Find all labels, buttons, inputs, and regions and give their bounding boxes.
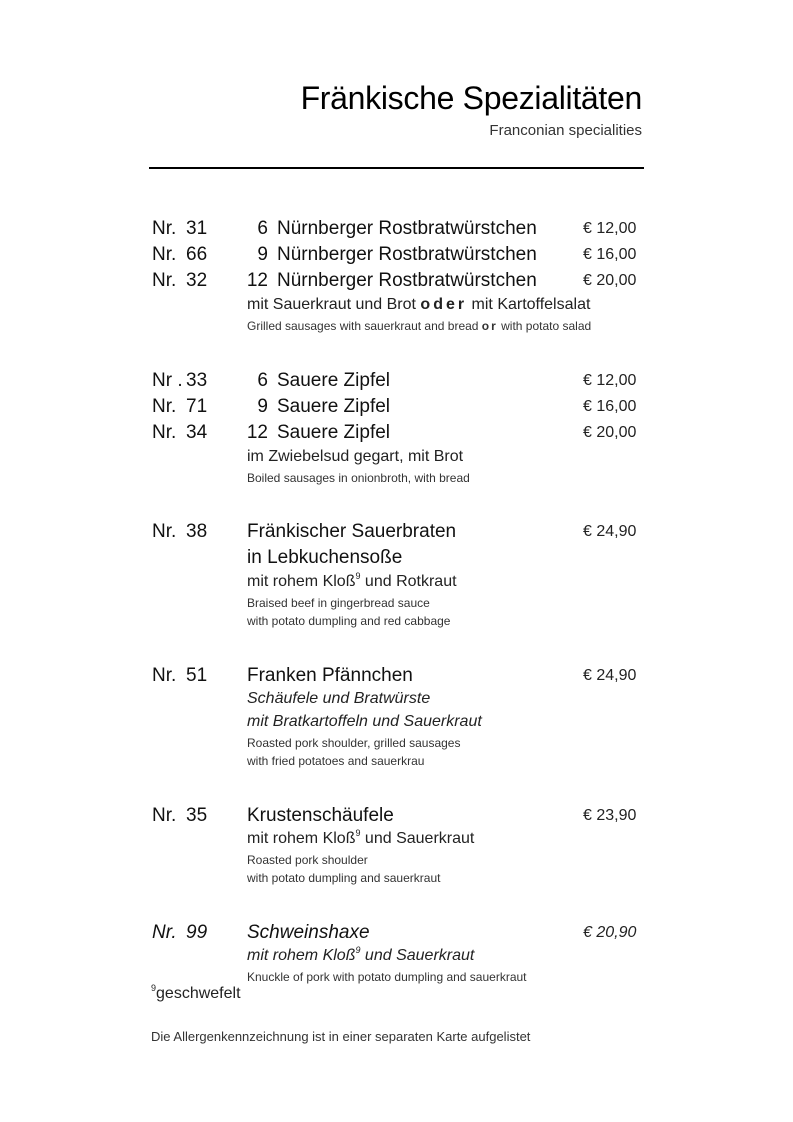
item-price: € 16,00 [583,246,637,263]
item-price: € 20,00 [583,272,637,289]
item-name: Sauere Zipfel [277,396,391,417]
item-number: Nr. 38 [152,521,208,542]
item-name: Fränkischer Sauerbraten [247,521,457,542]
item-quantity: 6 [257,218,268,239]
item-number: Nr. 31 [152,218,208,239]
item-price: € 20,00 [583,424,637,441]
item-price: € 12,00 [583,220,637,237]
footnote: $^9$geschwefelt [151,983,241,1002]
item-number: Nr. 32 [152,270,208,291]
item-quantity: 9 [257,396,268,417]
item-price: € 24,90 [583,523,637,540]
item-name: Nürnberger Rostbratwürstchen [277,244,537,265]
title-divider [149,167,644,169]
item-number: Nr. 35 [152,805,208,826]
item-quantity: 6 [257,370,268,391]
item-quantity: 9 [257,244,268,265]
item-price: € 12,00 [583,372,637,389]
item-number: Nr . 33 [152,370,208,391]
item-price: € 24,90 [583,667,637,684]
item-number: Nr. 71 [152,396,208,417]
item-number: Nr. 66 [152,244,208,265]
item-quantity: 12 [246,422,268,443]
item-name: Krustenschäufele [247,805,394,826]
or-emphasis: or [481,319,498,333]
page-title: Fränkische Spezialitäten [300,80,642,116]
item-price: € 16,00 [583,398,637,415]
or-emphasis: oder [420,296,468,313]
item-number: Nr. 34 [152,422,208,443]
item-name: Franken Pfännchen [247,665,413,686]
item-price: € 23,90 [583,807,637,824]
item-name: Sauere Zipfel [277,370,391,391]
item-name: Schweinshaxe [247,922,370,943]
item-name: Nürnberger Rostbratwürstchen [277,218,537,239]
item-number: Nr. 51 [152,665,208,686]
page-subtitle: Franconian specialities [489,122,642,139]
allergen-note: Die Allergenkennzeichnung ist in einer separaten Karte aufgelistet [151,1029,531,1044]
item-price: € 20,90 [583,924,637,941]
item-quantity: 12 [246,270,268,291]
item-name: Sauere Zipfel [277,422,391,443]
item-number: Nr. 99 [152,922,208,943]
item-name: Nürnberger Rostbratwürstchen [277,270,537,291]
